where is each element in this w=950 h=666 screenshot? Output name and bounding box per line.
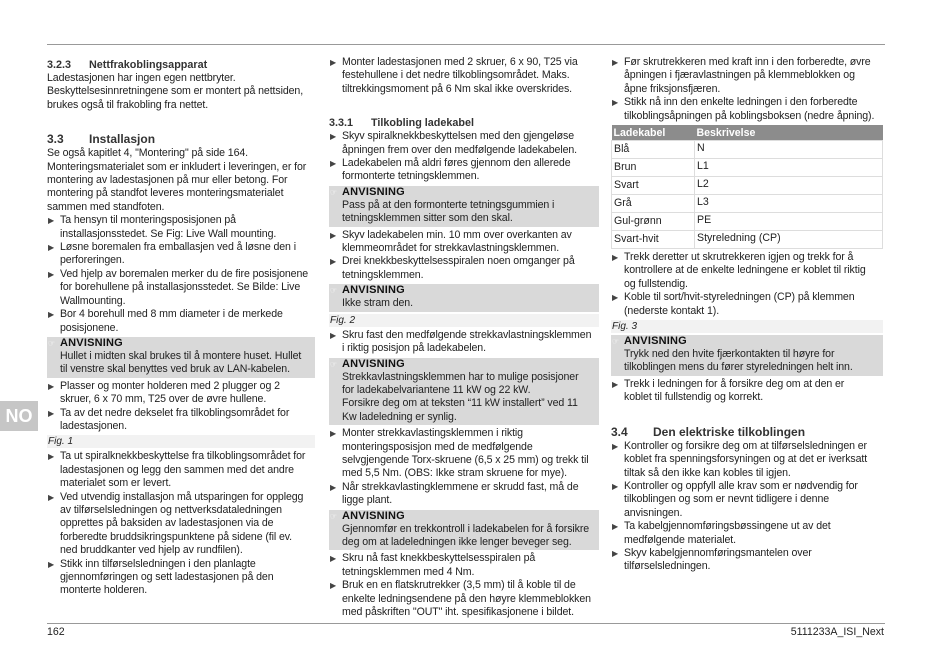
bullet-text: Plasser og monter holderen med 2 plugger og 2 skruer, 6 x 70 mm, T25 over de øvre hullene. [60,379,280,406]
bullet-item [611,56,883,96]
note-box [329,510,599,551]
cable-cell: Svart-hvit [612,231,695,249]
bullet-text: Skru fast den medfølgende strekkavlastningsklemmen i riktig posisjon på ladekabelen. [342,328,592,355]
bullet-text: Trekk deretter ut skrutrekkeren igjen og trekk for å kontrollere at de enkelte ledningene er koblet til riktig og fullstendig. [624,251,866,290]
bullet-item [47,268,315,308]
bullet-item [329,427,599,481]
bullet-text: Kontroller og oppfyll alle krav som er nødvendig for tilkoblingen og som er nevnt tidligere i denne anvisningen. [624,479,858,519]
column-1 [47,56,315,598]
bullet-item [611,520,883,547]
bullet-item [329,579,599,619]
cable-cell: Brun [612,159,695,177]
section-title: Tilkobling ladekabel [371,117,474,130]
hand-pointer-icon: ☞ [612,337,620,347]
bullet-item [47,380,315,407]
table-row [612,195,883,213]
description-cell: N [695,141,883,159]
bullet-text: Løsne boremalen fra emballasjen ved å løsne den i perforeringen. [60,241,296,267]
bullet-text: Skyv spiralknekkbeskyttelsen med den gjengeløse åpningen frem over den medfølgende ladekabelen. [342,130,577,156]
section-heading [611,425,883,440]
hand-pointer-icon: ☞ [330,359,338,369]
section-title: Nettfrakoblingsapparat [89,59,208,71]
column-2 [329,56,599,619]
triangle-bullet-icon: ▶ [48,310,55,320]
section-heading [47,132,315,147]
bullet-text: Skyv ladekabelen min. 10 mm over overkanten av klemmeområdet for strekkavlastningsklemmen. [342,228,572,255]
note-text: Strekkavlastningsklemmen har to mulige posisjoner for ladekabelvariantene 11 kW og 22 kW. Forsikre deg om at teksten “11 kW installert” ved 11 Kw ladeledning er synlig. [342,370,579,423]
figure-caption: Fig. 3 [611,320,883,333]
triangle-bullet-icon: ▶ [612,522,619,532]
bullet-text: Stikk inn tilførselsledningen i den planlagte gjennomføringen og sett ladestasjonen på den monterte holderen. [60,557,274,597]
bullet-item [611,378,883,405]
column-3 [611,56,883,574]
cable-cell: Blå [612,141,695,159]
triangle-bullet-icon: ▶ [612,481,619,491]
triangle-bullet-icon: ▶ [330,159,337,169]
table-row [612,213,883,231]
bullet-item [47,407,315,434]
triangle-bullet-icon: ▶ [48,559,55,569]
bullet-text: Når strekkavlastingklemmene er skrudd fast, må de ligge plant. [342,480,579,507]
description-cell: Styreledning (CP) [695,231,883,249]
figure-caption: Fig. 2 [329,314,599,327]
section-number: 3.3.1 [329,117,354,130]
bullet-item [47,241,315,268]
bullet-item [611,96,883,123]
note-text: Trykk ned den hvite fjærkontakten til høyre for tilkoblingen mens du fører styreledningen helt inn. [624,348,853,374]
bullet-text: Monter ladestasjonen med 2 skruer, 6 x 90, T25 via festehullene i det nedre tilkoblingsområdet. Maks. tiltrekkingsmoment på 6 Nm skal ikke overskrides. [342,56,578,95]
triangle-bullet-icon: ▶ [48,269,55,279]
bullet-item [329,130,599,157]
bullet-text: Ta kabelgjennomføringsbøssingene ut av det medfølgende materialet. [624,520,831,546]
section-heading [47,58,315,72]
bullet-item [329,552,599,579]
bullet-item [47,558,315,598]
bullet-item [611,251,883,291]
language-tab: NO [0,401,38,431]
bullet-item [329,481,599,508]
bullet-text: Før skrutrekkeren med kraft inn i den forberedte, øvre åpningen i fjæravlastningen på klemmeblokken og åpne friksjonsfjæren. [624,56,871,95]
document-id: 5111233A_ISI_Next [790,626,884,638]
triangle-bullet-icon: ▶ [48,243,55,253]
bullet-text: Ta hensyn til monteringsposisjonen på installasjonsstedet. Se Fig: Live Wall mounting. [60,214,277,240]
paragraph: Se også kapitlet 4, "Montering" på side 164. Monteringsmaterialet som er inkludert i leveringen, er for montering av ladestasjonen på mur eller betong. For montering på standfot leveres monteringsmaterialet sammen med standfoten. [47,147,307,213]
section-number: 3.2.3 [47,59,72,71]
section-title: Installasjon [89,132,156,147]
triangle-bullet-icon: ▶ [330,132,337,142]
triangle-bullet-icon: ▶ [330,429,337,439]
bullet-item [47,491,315,558]
spacer [329,96,599,114]
bullet-text: Ta ut spiralknekkbeskyttelse fra tilkoblingsområdet for ladestasjonen og legg den sammen med det andre materialet som er levert. [60,450,306,490]
note-title: ANVISNING [342,509,405,522]
triangle-bullet-icon: ▶ [48,216,55,226]
bullet-text: Koble til sort/hvit-styreledningen (CP) på klemmen (nederste kontakt 1). [624,291,855,317]
bullet-text: Trekk i ledningen for å forsikre deg om at den er koblet til fullstendig og korrekt. [624,377,845,404]
triangle-bullet-icon: ▶ [612,379,619,389]
column-header: Beskrivelse [695,125,883,141]
bullet-item [329,229,599,256]
bullet-item [47,308,315,335]
triangle-bullet-icon: ▶ [48,452,55,462]
note-box [329,358,599,426]
note-text: Gjennomfør en trekkontroll i ladekabelen for å forsikre deg om at ladeledningen ikke lenger beveger seg. [342,522,590,548]
description-cell: L2 [695,177,883,195]
triangle-bullet-icon: ▶ [330,58,337,67]
hand-pointer-icon: ☞ [48,338,56,348]
triangle-bullet-icon: ▶ [48,381,55,391]
table-header-row [612,125,883,141]
hand-pointer-icon: ☞ [330,286,338,296]
description-cell: PE [695,213,883,231]
bullet-text: Skru nå fast knekkbeskyttelsesspiralen på tetningsklemmen med 4 Nm. [342,552,536,578]
bullet-item [47,214,315,241]
triangle-bullet-icon: ▶ [330,330,337,340]
top-rule [47,44,885,45]
page-number: 162 [47,626,65,638]
description-cell: L3 [695,195,883,213]
bullet-item [611,291,883,318]
note-title: ANVISNING [342,357,405,370]
cable-cell: Svart [612,177,695,195]
bullet-text: Kontroller og forsikre deg om at tilførselsledningen er koblet fra spenningsforsyningen og at det er iverksatt tiltak så den ikke kan kobles til igjen. [624,439,868,479]
triangle-bullet-icon: ▶ [330,554,337,564]
section-heading [329,116,599,130]
bullet-text: Ved utvendig installasjon må utsparingen for opplegg av tilførselsledningen og nettverksdataledningen opprettes på baksiden av ladestasjonen via de forberedte bruddsikringspunktene på sidene (fil ev. ned bruddkanter ved hjelp av rundfilen). [60,490,304,557]
triangle-bullet-icon: ▶ [330,230,337,240]
bullet-text: Ta av det nedre dekselet fra tilkoblingsområdet for ladestasjonen. [60,406,290,432]
triangle-bullet-icon: ▶ [612,441,619,451]
triangle-bullet-icon: ▶ [612,293,619,303]
note-text: Ikke stram den. [342,297,413,310]
note-text: Pass på at den formonterte tetningsgummien i tetningsklemmen sitter som den skal. [342,198,555,225]
description-cell: L1 [695,159,883,177]
section-number: 3.3 [47,132,64,147]
wire-table [611,125,883,249]
triangle-bullet-icon: ▶ [612,98,619,108]
bullet-item [611,440,883,480]
bullet-item [329,56,599,96]
bottom-rule [47,623,885,624]
bullet-text: Stikk nå inn den enkelte ledningen i den forberedte tilkoblingsåpningen på koblingsboksen (nedre åpning). [624,96,875,122]
note-title: ANVISNING [342,185,405,198]
triangle-bullet-icon: ▶ [612,253,619,263]
note-title: ANVISNING [342,284,405,297]
note-box [329,186,599,227]
table-row [612,159,883,177]
bullet-item [611,547,883,574]
table-row [612,231,883,249]
table-row [612,141,883,159]
bullet-text: Drei knekkbeskyttelsesspiralen noen omganger på tetningsklemmen. [342,255,575,281]
triangle-bullet-icon: ▶ [48,408,55,418]
bullet-text: Ved hjelp av boremalen merker du de fire posisjonene for borehullene på installasjonsstedet. Se Bilde: Live Wallmounting. [60,267,309,307]
triangle-bullet-icon: ▶ [330,482,337,492]
bullet-item [611,480,883,520]
note-title: ANVISNING [624,335,687,348]
note-box [47,337,315,378]
hand-pointer-icon: ☞ [330,511,338,521]
cable-cell: Grå [612,195,695,213]
bullet-item [329,255,599,282]
note-box [329,284,599,311]
bullet-text: Bor 4 borehull med 8 mm diameter i de merkede posisjonene. [60,308,283,334]
triangle-bullet-icon: ▶ [330,581,337,591]
note-box [611,335,883,376]
bullet-item [47,450,315,490]
bullet-item [329,329,599,356]
triangle-bullet-icon: ▶ [48,492,55,502]
column-header: Ladekabel [612,125,695,141]
figure-caption: Fig. 1 [47,435,315,448]
note-title: ANVISNING [60,336,123,349]
spacer [47,112,315,130]
note-text: Hullet i midten skal brukes til å montere huset. Hullet til venstre skal benyttes ved bruk av LAN-kabelen. [60,349,302,376]
triangle-bullet-icon: ▶ [612,548,619,558]
section-title: Den elektriske tilkoblingen [653,424,806,439]
cable-cell: Gul-grønn [612,213,695,231]
triangle-bullet-icon: ▶ [612,58,619,67]
spacer [611,405,883,423]
hand-pointer-icon: ☞ [330,187,338,197]
triangle-bullet-icon: ▶ [330,257,337,267]
section-number: 3.4 [611,424,628,439]
bullet-item [329,157,599,184]
paragraph: Ladestasjonen har ingen egen nettbryter. Beskyttelsesinnretningene som er montert på nettsiden, brukes også til frakobling fra nettet. [47,72,304,111]
bullet-text: Skyv kabelgjennomføringsmantelen over tilførselsledningen. [624,546,812,573]
table-row [612,177,883,195]
bullet-text: Monter strekkavlastingsklemmen i riktig monteringsposisjon med de medfølgende selvgjengende Torx-skruene (6,5 x 25 mm) og trekk til med 5,5 Nm. (OBS: Ikke stram skruene for mye). [342,427,589,480]
bullet-text: Ladekabelen må aldri føres gjennom den allerede formonterte tetningsklemmen. [342,157,571,183]
bullet-text: Bruk en en flatskrutrekker (3,5 mm) til å koble til de enkelte ledningsendene på den høyre klemmeblokken med påskriften "OUT" iht. spesifikasjonene i bildet. [342,579,591,618]
